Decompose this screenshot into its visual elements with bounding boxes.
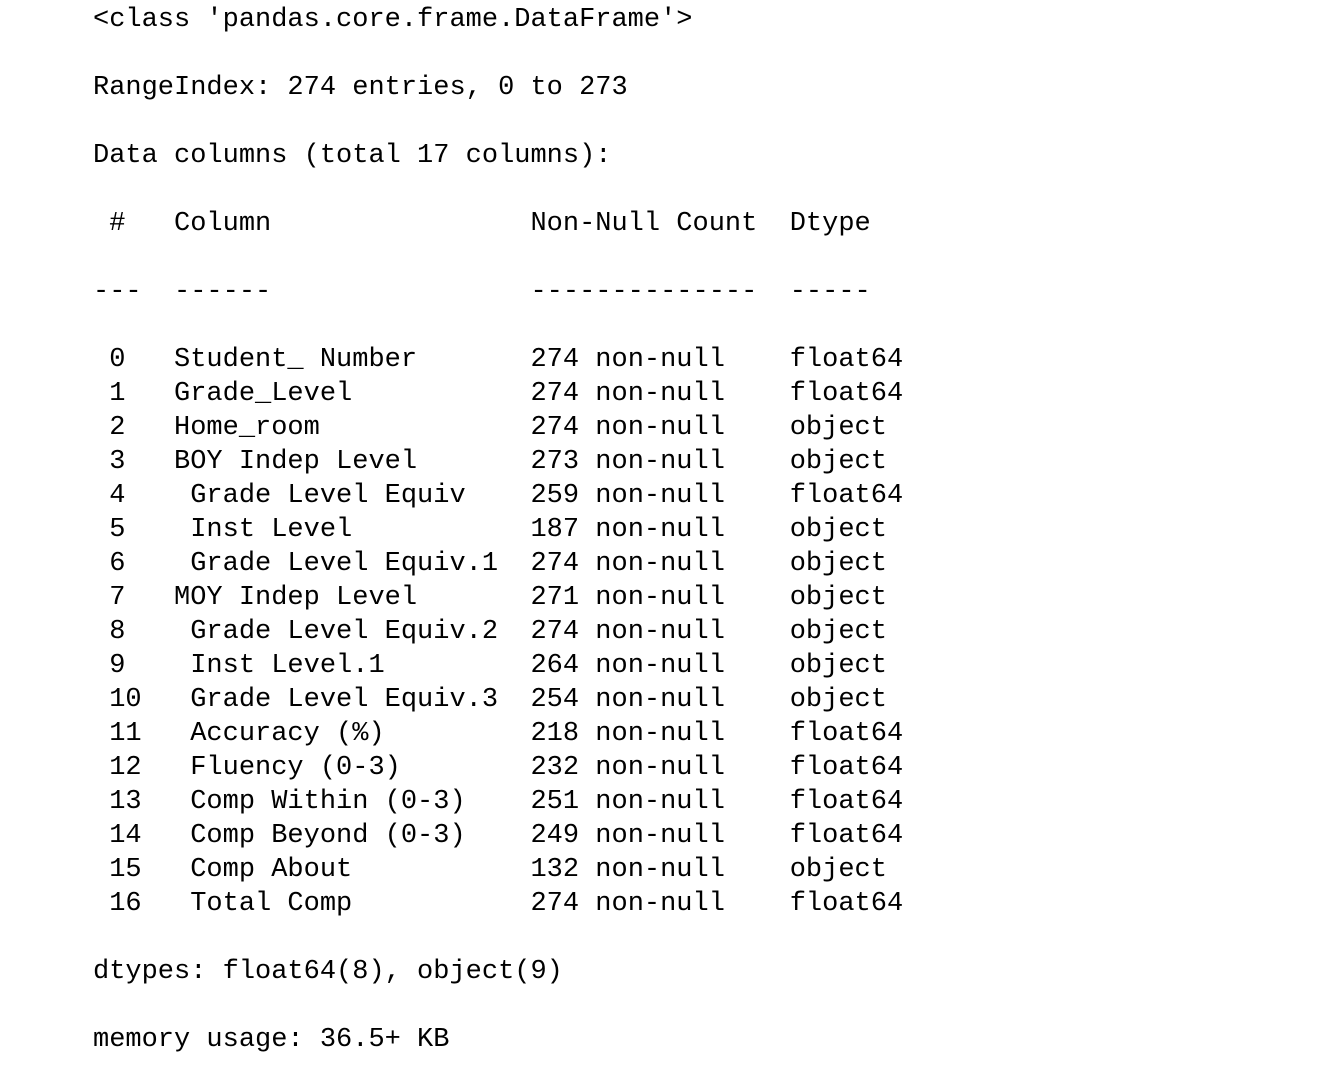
column-name-cell: Grade Level Equiv.3 [174, 685, 531, 715]
dtype-cell: object [789, 549, 887, 579]
non-null-count-cell: 264 non-null [530, 651, 790, 681]
dtype-cell: float64 [789, 889, 904, 919]
column-index-cell: 10 [93, 685, 175, 715]
dtype-cell: object [789, 413, 887, 443]
column-name-cell: Inst Level.1 [174, 651, 531, 681]
non-null-count-cell: 187 non-null [530, 515, 790, 545]
column-name-cell: Comp Beyond (0-3) [174, 821, 531, 851]
non-null-count-cell: 273 non-null [530, 447, 790, 477]
non-null-count-cell: 274 non-null [530, 345, 790, 375]
table-row [93, 751, 1330, 785]
column-index-cell: 14 [93, 821, 175, 851]
dtype-cell: float64 [789, 481, 904, 511]
non-null-count-cell: 274 non-null [530, 617, 790, 647]
dtype-cell: object [789, 583, 887, 613]
dtype-cell: object [789, 855, 887, 885]
column-index-cell: 15 [93, 855, 175, 885]
table-row [93, 649, 1330, 683]
dtype-cell: float64 [789, 821, 904, 851]
table-row [93, 853, 1330, 887]
column-name-cell: Accuracy (%) [174, 719, 531, 749]
column-name-cell: Grade Level Equiv.1 [174, 549, 531, 579]
non-null-count-cell: 251 non-null [530, 787, 790, 817]
column-index-cell: 7 [93, 583, 175, 613]
column-index-cell: 6 [93, 549, 175, 579]
column-index-cell: 13 [93, 787, 175, 817]
table-row [93, 717, 1330, 751]
column-name-cell: Grade_Level [174, 379, 531, 409]
table-row [93, 343, 1330, 377]
column-index-cell: 4 [93, 481, 175, 511]
dtype-cell: object [789, 447, 887, 477]
table-header-row: # Column Non-Null Count Dtype [93, 209, 871, 239]
column-name-cell: Student_ Number [174, 345, 531, 375]
class-line: <class 'pandas.core.frame.DataFrame'> [93, 5, 693, 35]
column-index-cell: 11 [93, 719, 175, 749]
dtype-cell: float64 [789, 345, 904, 375]
column-name-cell: Grade Level Equiv [174, 481, 531, 511]
dtype-cell: float64 [789, 753, 904, 783]
table-row [93, 547, 1330, 581]
non-null-count-cell: 254 non-null [530, 685, 790, 715]
table-body [93, 343, 1330, 921]
column-name-cell: Comp Within (0-3) [174, 787, 531, 817]
dtype-cell: object [789, 515, 887, 545]
column-index-cell: 12 [93, 753, 175, 783]
non-null-count-cell: 274 non-null [530, 379, 790, 409]
table-row [93, 615, 1330, 649]
dtype-cell: object [789, 617, 887, 647]
non-null-count-cell: 274 non-null [530, 889, 790, 919]
non-null-count-cell: 259 non-null [530, 481, 790, 511]
non-null-count-cell: 274 non-null [530, 413, 790, 443]
table-row [93, 377, 1330, 411]
dtype-cell: float64 [789, 379, 904, 409]
memory-usage-line: memory usage: 36.5+ KB [93, 1025, 450, 1055]
range-index-line: RangeIndex: 274 entries, 0 to 273 [93, 73, 628, 103]
data-columns-line: Data columns (total 17 columns): [93, 141, 612, 171]
table-row [93, 445, 1330, 479]
column-index-cell: 2 [93, 413, 175, 443]
table-row [93, 683, 1330, 717]
non-null-count-cell: 271 non-null [530, 583, 790, 613]
column-index-cell: 5 [93, 515, 175, 545]
column-index-cell: 0 [93, 345, 175, 375]
column-name-cell: Home_room [174, 413, 531, 443]
column-name-cell: Total Comp [174, 889, 531, 919]
column-index-cell: 9 [93, 651, 175, 681]
column-index-cell: 1 [93, 379, 175, 409]
table-row [93, 785, 1330, 819]
table-separator-row: --- ------ -------------- ----- [93, 277, 871, 307]
dtype-cell: float64 [789, 787, 904, 817]
table-row [93, 887, 1330, 921]
table-row [93, 819, 1330, 853]
column-name-cell: Fluency (0-3) [174, 753, 531, 783]
column-index-cell: 16 [93, 889, 175, 919]
dtype-cell: float64 [789, 719, 904, 749]
non-null-count-cell: 132 non-null [530, 855, 790, 885]
non-null-count-cell: 274 non-null [530, 549, 790, 579]
non-null-count-cell: 218 non-null [530, 719, 790, 749]
column-name-cell: MOY Indep Level [174, 583, 531, 613]
table-row [93, 513, 1330, 547]
table-row [93, 479, 1330, 513]
column-name-cell: Inst Level [174, 515, 531, 545]
column-name-cell: BOY Indep Level [174, 447, 531, 477]
column-index-cell: 8 [93, 617, 175, 647]
column-index-cell: 3 [93, 447, 175, 477]
column-name-cell: Grade Level Equiv.2 [174, 617, 531, 647]
dtype-cell: object [789, 651, 887, 681]
table-row [93, 411, 1330, 445]
dtypes-line: dtypes: float64(8), object(9) [93, 957, 563, 987]
non-null-count-cell: 232 non-null [530, 753, 790, 783]
table-row [93, 581, 1330, 615]
dtype-cell: object [789, 685, 887, 715]
column-name-cell: Comp About [174, 855, 531, 885]
non-null-count-cell: 249 non-null [530, 821, 790, 851]
